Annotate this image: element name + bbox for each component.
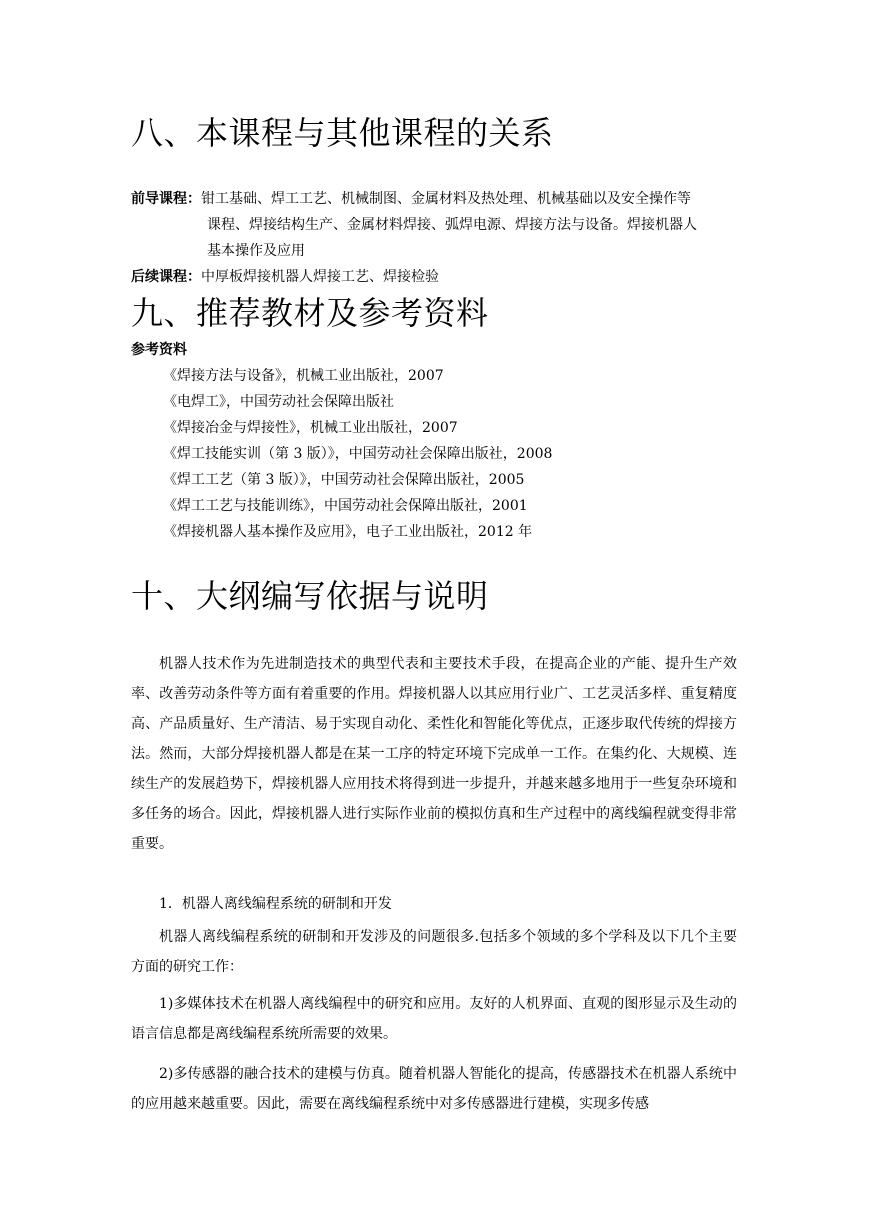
follow-line bbox=[131, 264, 439, 290]
book-item: 《焊接方法与设备》，机械工业出版社，2007 bbox=[163, 368, 444, 384]
item-1-heading: 1．机器人离线编程系统的研制和开发 bbox=[159, 896, 392, 912]
prereq-line-1 bbox=[131, 186, 691, 212]
intro-paragraph: 机器人技术作为先进制造技术的典型代表和主要技术手段，在提高企业的产能、提升生产效率、改善劳动条件等方面有着重要的作用。焊接机器人以其应用行业广、工艺灵活多样、重复精度高、产品质量好、生产清洁、易于实现自动化、柔性化和智能化等优点，正逐步取代传统的焊接方法。然而，大部分焊接机器人都是在某一工序的特定环境下完成单一工作。在集约化、大规模、连续生产的发展趋势下，焊接机器人应用技术将得到进一步提升，并越来越多地用于一些复杂环境和多任务的场合。因此，焊接机器人进行实际作业前的模拟仿真和生产过程中的离线编程就变得非常重要。 bbox=[131, 656, 737, 852]
section-10-title: 十、大纲编写依据与说明 bbox=[131, 577, 489, 615]
prereq-label: 前导课程： bbox=[131, 191, 201, 207]
sub-item-2: 2)多传感器的融合技术的建模与仿真。随着机器人智能化的提高，传感器技术在机器人系统中的应用越来越重要。因此，需要在离线编程系统中对多传感器进行建模，实现多传感 bbox=[131, 1066, 737, 1112]
book-item: 《焊接冶金与焊接性》，机械工业出版社，2007 bbox=[163, 420, 458, 436]
book-item: 《焊接机器人基本操作及应用》，电子工业出版社，2012 年 bbox=[163, 524, 533, 540]
book-item: 《焊工技能实训（第 3 版）》，中国劳动社会保障出版社，2008 bbox=[163, 446, 553, 462]
book-item: 《电焊工》，中国劳动社会保障出版社 bbox=[163, 394, 394, 410]
follow-text: 中厚板焊接机器人焊接工艺、焊接检验 bbox=[201, 269, 439, 285]
follow-label: 后续课程： bbox=[131, 269, 201, 285]
sub-item-1: 1)多媒体技术在机器人离线编程中的研究和应用。友好的人机界面、直观的图形显示及生动的语言信息都是离线编程系统所需要的效果。 bbox=[131, 996, 737, 1042]
section-8-title: 八、本课程与其他课程的关系 bbox=[131, 114, 554, 152]
prereq-text-1: 钳工基础、焊工工艺、机械制图、金属材料及热处理、机械基础以及安全操作等 bbox=[201, 191, 691, 207]
prereq-line-3: 基本操作及应用 bbox=[207, 243, 305, 259]
prereq-line-2: 课程、焊接结构生产、金属材料焊接、弧焊电源、焊接方法与设备。焊接机器人 bbox=[207, 217, 697, 233]
section-9-title: 九、推荐教材及参考资料 bbox=[131, 294, 489, 332]
book-item: 《焊工工艺（第 3 版）》，中国劳动社会保障出版社，2005 bbox=[163, 472, 525, 488]
item-1-paragraph: 机器人离线编程系统的研制和开发涉及的问题很多.包括多个领域的多个学科及以下几个主要方面的研究工作： bbox=[131, 929, 737, 975]
reference-label: 参考资料 bbox=[131, 342, 187, 358]
book-item: 《焊工工艺与技能训练》，中国劳动社会保障出版社，2001 bbox=[163, 498, 528, 514]
